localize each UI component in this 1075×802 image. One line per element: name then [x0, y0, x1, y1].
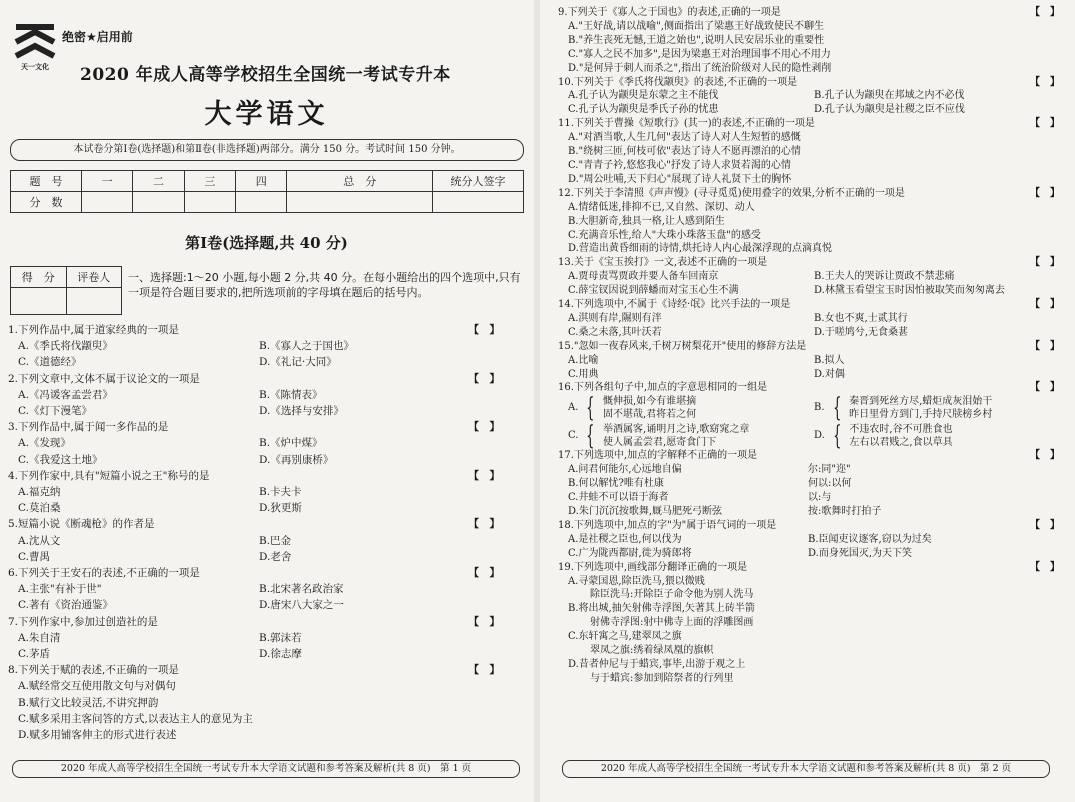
option-pair-b [814, 393, 1060, 424]
option: B.《陈情表》 [259, 388, 323, 401]
grader-reviewer-input[interactable] [66, 288, 122, 315]
pair-line: 不违农时,谷不可胜食也 [849, 424, 953, 436]
option: D.于嗟鸠兮,无食桑葚 [814, 326, 909, 338]
exam-title: 2020 年成人高等学校招生全国统一考试专升本 [80, 65, 451, 85]
option: D.营造出黄昏细雨的诗情,烘托诗人内心最深浮现的点滴真悦 [568, 243, 833, 255]
option: B.大胆新奇,独具一格,让人感到陌生 [568, 215, 725, 227]
option: B.女也不爽,士贰其行 [814, 312, 908, 324]
option: C.井蛙不可以语于海者 [568, 492, 669, 504]
brace-icon: { [586, 421, 595, 452]
question-item [8, 371, 500, 420]
option: D.狄更斯 [259, 502, 302, 515]
question-stem: 16.下列各组句子中,加点的字意思相同的一组是 [558, 382, 768, 394]
question-stem: 15."忽如一夜春风来,千树万树梨花开"使用的修辞方法是 [558, 340, 807, 352]
option: C.《我爱这土地》 [18, 453, 103, 466]
option: C.赋多采用主客问答的方式,以表达主人的意见为主 [18, 712, 253, 725]
option: B.拟人 [814, 354, 845, 366]
answer-bracket[interactable]: 【 】 [1030, 299, 1060, 311]
answer-bracket[interactable]: 【 】 [468, 567, 500, 580]
question-stem: 3.下列作品中,属于闻一多作品的是 [8, 421, 169, 434]
option-pair-d [814, 421, 1060, 452]
option: B.《炉中煤》 [259, 437, 323, 450]
option: B.孔子认为颛臾在邦域之内不必伐 [814, 90, 965, 102]
question-stem: 9.下列关于《寡人之于国也》的表述,正确的一项是 [558, 7, 781, 18]
question-item [558, 76, 1060, 118]
option: A.淇则有岸,隰则有泮 [568, 312, 662, 324]
question-item [558, 6, 1060, 76]
score-input-cell[interactable] [82, 192, 133, 213]
answer-bracket[interactable]: 【 】 [468, 469, 500, 482]
answer-bracket[interactable]: 【 】 [468, 615, 500, 628]
option: C.《道德经》 [18, 356, 82, 369]
question-item [8, 516, 500, 565]
grader-score-label: 得 分 [11, 267, 67, 288]
answer-bracket[interactable]: 【 】 [1030, 7, 1060, 18]
question-item [558, 381, 1060, 452]
option-translation: 翠凤之旗:绣着绿凤凰的旗帜 [590, 645, 714, 657]
score-cell: 四 [236, 171, 287, 192]
option: C.孔子认为颛臾是季氏子孙的忧患 [568, 104, 719, 116]
option: D."是何异于刺人而杀之",指出了统治阶级对人民的隐性剥削 [568, 62, 832, 74]
score-table-value-row [11, 192, 524, 213]
right-page [540, 0, 1075, 802]
score-cell: 统分人签字 [433, 171, 524, 192]
question-stem: 2.下列文章中,文体不属于议论文的一项是 [8, 372, 200, 385]
answer-bracket[interactable]: 【 】 [468, 664, 500, 677]
question-stem: 14.下列选项中,不属于《诗经·氓》比兴手法的一项是 [558, 299, 791, 311]
option: D.《选择与安排》 [259, 405, 344, 418]
question-stem: 6.下列关于王安石的表述,不正确的一项是 [8, 567, 200, 580]
option: C."青青子衿,悠悠我心"抒发了诗人求贤若渴的心情 [568, 159, 791, 171]
option: B.臣闻吏议逐客,窃以为过矣 [808, 533, 932, 545]
page-footer: 2020 年成人高等学校招生全国统一考试专升本大学语文试题和参考答案及解析(共 8 页) 第 1 页 [12, 760, 520, 778]
question-item [8, 419, 500, 468]
option: B.巴金 [259, 534, 292, 547]
option-label: B. [814, 402, 825, 414]
question-list-right [558, 6, 1060, 686]
answer-bracket[interactable]: 【 】 [1030, 257, 1060, 269]
option: D."周公吐哺,天下归心"展现了诗人礼贤下士的胸怀 [568, 173, 792, 185]
question-item [558, 117, 1060, 187]
option-gloss: 尔:同"迩" [808, 464, 851, 476]
brace-icon: { [832, 393, 841, 424]
score-cell: 题 号 [11, 171, 82, 192]
score-input-cell[interactable] [133, 192, 184, 213]
answer-bracket[interactable]: 【 】 [468, 372, 500, 385]
answer-bracket[interactable]: 【 】 [1030, 561, 1060, 573]
option: D.朱门沉沉按歌舞,厩马肥死弓断弦 [568, 506, 723, 517]
answer-bracket[interactable]: 【 】 [1030, 382, 1060, 394]
option: D.孔子认为颛臾是社稷之臣不应伐 [814, 104, 965, 116]
question-item [558, 519, 1060, 561]
exam-notice: 本试卷分第Ⅰ卷(选择题)和第Ⅱ卷(非选择题)两部分。满分 150 分。考试时间 150 分钟。 [10, 139, 524, 161]
option: A.沈从文 [18, 534, 61, 547]
option: B.郭沫若 [259, 631, 302, 644]
option: D.而身死国灭,为天下笑 [808, 547, 913, 559]
part1-title: 第Ⅰ卷(选择题,共 40 分) [185, 234, 348, 252]
answer-bracket[interactable]: 【 】 [1030, 519, 1060, 531]
option: A.主张"有补于世" [18, 583, 102, 596]
option: A."对酒当歌,人生几何"表达了诗人对人生短暂的感慨 [568, 132, 801, 144]
option: C.著有《资治通鉴》 [18, 599, 113, 612]
answer-bracket[interactable]: 【 】 [1030, 340, 1060, 352]
option: B.何以解忧?唯有杜康 [568, 478, 664, 490]
option: A.赋经常交互使用散文句与对偶句 [18, 680, 176, 693]
question-item [8, 662, 500, 743]
score-input-cell[interactable] [433, 192, 524, 213]
question-stem: 4.下列作家中,具有"短篇小说之王"称号的是 [8, 469, 210, 482]
option: B."绕树三匝,何枝可依"表达了诗人不愿再漂泊的心情 [568, 146, 801, 158]
option: A.寻蒙国恩,除臣洗马,猥以微贱 [568, 575, 705, 587]
question-item [558, 256, 1060, 298]
option: A.孔子认为颛臾是东蒙之主不能伐 [568, 90, 719, 102]
option: D.赋多用铺客伸主的形式进行表述 [18, 729, 177, 742]
pair-line: 举酒属客,诵明月之诗,歌窈窕之章 [603, 424, 750, 436]
question-stem: 10.下列关于《季氏将伐颛臾》的表述,不正确的一项是 [558, 76, 798, 88]
option: D.林黛玉看望宝玉时因怕被取笑而匆匆离去 [814, 285, 1005, 297]
option: D.老舍 [259, 550, 292, 563]
subject-title: 大学语文 [204, 99, 329, 130]
question-item [558, 187, 1060, 257]
option: A.朱自清 [18, 631, 61, 644]
option: C.莫泊桑 [18, 502, 61, 515]
question-stem: 13.关于《宝玉挨打》一文,表述不正确的一项是 [558, 257, 768, 269]
option-pair-c [568, 421, 814, 452]
option: A.比喻 [568, 354, 599, 366]
question-item [558, 449, 1060, 519]
score-input-cell[interactable] [236, 192, 287, 213]
answer-bracket[interactable]: 【 】 [468, 518, 500, 531]
score-table [10, 170, 524, 213]
brace-icon: { [832, 421, 842, 452]
option: D.唐宋八大家之一 [259, 599, 344, 612]
option: C.《灯下漫笔》 [18, 405, 92, 418]
option: A.福克纳 [18, 486, 61, 499]
section1-instructions: 一、选择题:1～20 小题,每小题 2 分,共 40 分。在每小题给出的四个选项中,只有一项是符合题目要求的,把所选项前的字母填在题后的括号内。 [128, 271, 521, 299]
grader-table [10, 266, 122, 315]
question-stem: 7.下列作家中,参加过创造社的是 [8, 615, 158, 628]
logo-text: 天一文化 [21, 63, 49, 71]
option: D.《礼记·大同》 [259, 356, 337, 369]
pair-line: 使人属孟尝君,愿寄食门下 [603, 437, 717, 449]
grader-score-input[interactable] [11, 288, 67, 315]
option: C.用典 [568, 368, 599, 380]
option: C.桑之未落,其叶沃若 [568, 326, 662, 338]
option-gloss: 以:与 [808, 492, 832, 504]
question-item [558, 340, 1060, 382]
option: C.茅盾 [18, 648, 50, 661]
option: B.《寡人之于国也》 [259, 340, 355, 353]
left-page [0, 0, 533, 802]
page-footer: 2020 年成人高等学校招生全国统一考试专升本大学语文试题和参考答案及解析(共 8 页) 第 2 页 [562, 760, 1050, 778]
question-stem: 12.下列关于李清照《声声慢》(寻寻觅觅)使用叠字的效果,分析不正确的一项是 [558, 187, 905, 199]
option: B.北宋著名政治家 [259, 583, 344, 596]
option: B."养生丧死无憾,王道之始也",说明人民安居乐业的重要性 [568, 34, 825, 46]
option: A.《季氏将伐颛臾》 [18, 340, 113, 353]
option: A."王好战,请以战喻",侧面指出了梁惠王好战致使民不聊生 [568, 20, 824, 32]
grader-reviewer-label: 评卷人 [66, 267, 122, 288]
question-stem: 19.下列选项中,画线部分翻译正确的一项是 [558, 561, 748, 573]
option: C.广为陇西都尉,徙为骑郎将 [568, 547, 692, 559]
answer-bracket[interactable]: 【 】 [468, 421, 500, 434]
question-item [558, 561, 1060, 686]
answer-bracket[interactable]: 【 】 [1030, 450, 1060, 462]
pair-line: 昨日里骨方到门,手持尺牍榜乡村 [849, 409, 993, 421]
question-stem: 1.下列作品中,属于道家经典的一项是 [8, 324, 179, 336]
option: A.是社稷之臣也,何以伐为 [568, 533, 682, 545]
option: B.将出城,抽矢射佛寺浮图,矢著其上砖半箭 [568, 603, 755, 615]
option: B.卡夫卡 [259, 486, 302, 499]
option: D.对偶 [814, 368, 845, 380]
brace-icon: { [586, 393, 595, 424]
question-stem: 5.短篇小说《断魂枪》的作者是 [8, 518, 155, 531]
question-stem: 18.下列选项中,加点的字"为"属于语气词的一项是 [558, 519, 777, 531]
question-item [8, 468, 500, 517]
score-cell: 二 [133, 171, 184, 192]
option: D.徐志摩 [259, 648, 302, 661]
answer-bracket[interactable]: 【 】 [1030, 187, 1060, 199]
score-cell: 三 [184, 171, 235, 192]
score-input-cell[interactable] [184, 192, 235, 213]
score-cell: 分 数 [11, 192, 82, 213]
option: C.曹禺 [18, 550, 50, 563]
score-cell: 一 [82, 171, 133, 192]
option-translation: 除臣洗马:开除臣子命令他为别人洗马 [590, 589, 754, 601]
option: A.贾母责骂贾政并要人备车回南京 [568, 271, 719, 283]
question-item [8, 565, 500, 614]
option-gloss: 何以:以何 [808, 478, 852, 490]
option: C."寡人之民不加多",是因为梁惠王对治理国事不用心不用力 [568, 48, 831, 60]
option: B.赋行文比较灵活,不讲究押韵 [18, 696, 159, 709]
option-label: D. [814, 430, 825, 442]
option: A.问君何能尔,心远地自偏 [568, 464, 682, 476]
option-label: A. [568, 402, 579, 414]
option: A.《发现》 [18, 437, 71, 450]
option: C.薛宝钗因说到薛蟠而对宝玉心生不满 [568, 285, 739, 297]
question-list-left [8, 322, 500, 743]
pair-line: 左右以君贱之,食以草具 [849, 437, 953, 449]
option: A.情绪低迷,排抑不已,又自然、深切、动人 [568, 201, 755, 213]
answer-bracket[interactable]: 【 】 [468, 324, 500, 336]
option-gloss: 按:歌舞时打拍子 [808, 506, 882, 517]
option-pair-a [568, 393, 814, 424]
question-stem: 8.下列关于赋的表述,不正确的一项是 [8, 664, 179, 677]
secret-label: 绝密★启用前 [62, 30, 133, 44]
option: D.《再别康桥》 [259, 453, 334, 466]
option: A.《冯谖客孟尝君》 [18, 388, 113, 401]
pair-line: 慨伸损,如今有谁堪摘 [602, 396, 697, 408]
pair-line: 固不堪哉,君将若之何 [602, 409, 697, 421]
option-translation: 与于蜡宾:参加到陪祭者的行列里 [590, 672, 734, 684]
option-label: C. [568, 430, 579, 442]
score-table-header-row [11, 171, 524, 192]
score-input-cell[interactable] [287, 192, 433, 213]
option: D.昔者仲尼与于蜡宾,事毕,出游于观之上 [568, 658, 746, 670]
option: B.王夫人的哭诉让贾政不禁悲痛 [814, 271, 955, 283]
question-stem: 11.下列关于曹操《短歌行》(其一)的表述,不正确的一项是 [558, 118, 815, 130]
answer-bracket[interactable]: 【 】 [1030, 118, 1060, 130]
pair-line: 秦晋到死丝方尽,蜡炬成灰泪始干 [849, 396, 993, 408]
question-item [558, 298, 1060, 340]
question-stem: 17.下列选项中,加点的字解释不正确的一项是 [558, 450, 758, 462]
score-cell: 总 分 [287, 171, 433, 192]
answer-bracket[interactable]: 【 】 [1030, 76, 1060, 88]
option: C.东轩寓之马,建翠凤之旗 [568, 631, 682, 643]
option-translation: 射佛寺浮图:射中佛寺上面的浮雕图画 [590, 617, 754, 629]
question-item [8, 614, 500, 663]
question-item [8, 322, 500, 371]
option: C.充满音乐性,给人"大珠小珠落玉盘"的感受 [568, 229, 761, 241]
